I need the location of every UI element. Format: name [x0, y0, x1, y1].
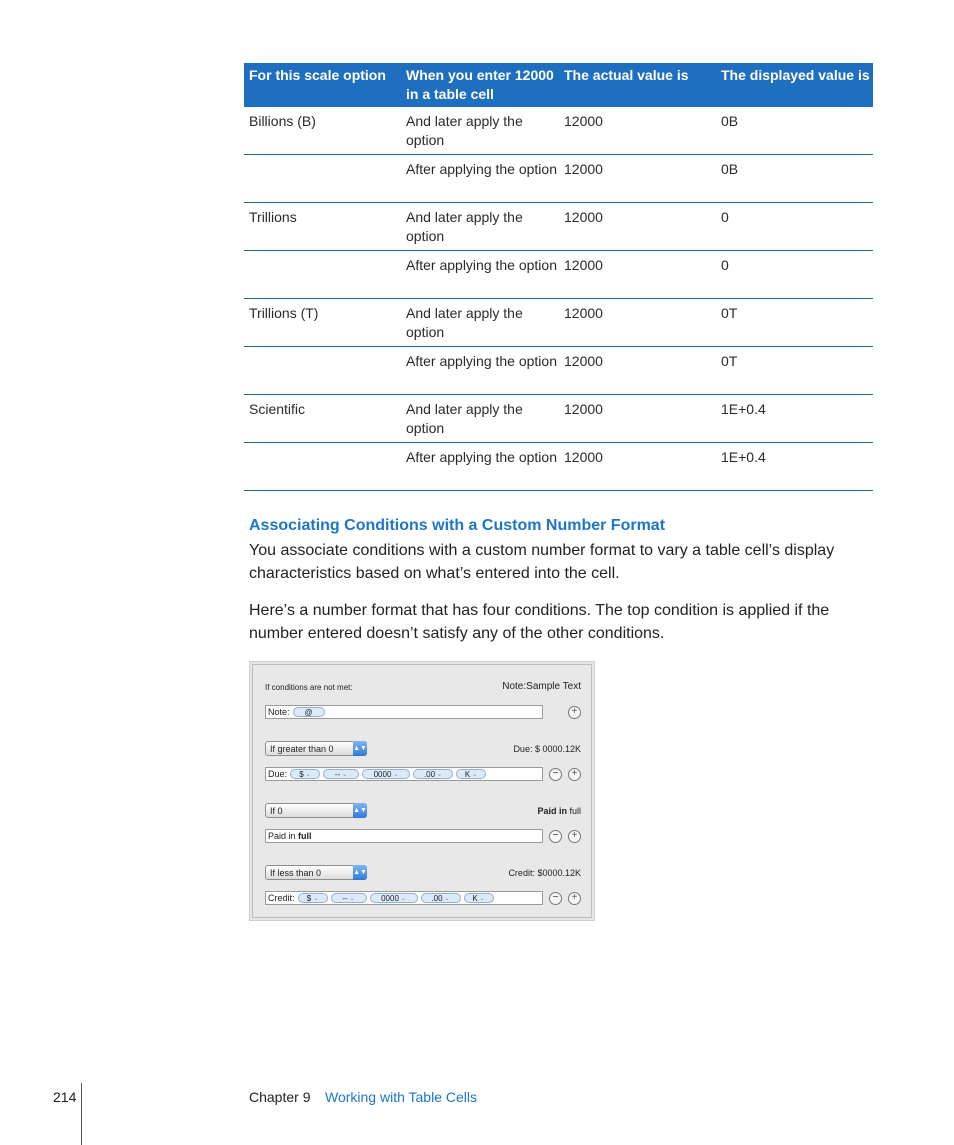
table-cell: Trillions (T) [249, 305, 319, 321]
decimals-token[interactable] [421, 893, 461, 903]
token-label: K [464, 769, 471, 779]
token-label: .00 [431, 893, 443, 903]
due-field-label: Due: [268, 769, 288, 779]
table-cell: 12000 [564, 209, 603, 225]
table-cell: 12000 [564, 305, 603, 321]
table-cell: Billions (B) [249, 113, 316, 129]
table-cell: After applying the option [406, 353, 557, 369]
table-cell: And later apply the option [406, 401, 523, 436]
field-plain-text: Paid in [268, 831, 296, 841]
footer-divider [81, 1083, 82, 1145]
table-cell: After applying the option [406, 449, 557, 465]
chapter-title-link[interactable]: Working with Table Cells [325, 1089, 477, 1105]
currency-token[interactable] [298, 893, 328, 903]
condition-preview-due: Due: $ 0000.12K [513, 744, 581, 754]
table-row [244, 443, 873, 491]
token-label: 0000 [381, 893, 399, 903]
table-row [244, 299, 873, 347]
chevron-down-icon: ⌄ [444, 895, 450, 902]
table-cell: 0B [721, 113, 739, 129]
token-label: K [472, 893, 478, 903]
condition-popup-greater-than[interactable] [265, 741, 367, 756]
add-condition-button[interactable]: + [568, 892, 581, 905]
table-cell: Scientific [249, 401, 306, 417]
remove-condition-button[interactable]: − [549, 830, 562, 843]
token-label: -- [342, 893, 348, 903]
chevron-down-icon: ⌄ [393, 771, 399, 778]
table-cell: 0T [721, 353, 738, 369]
note-field-label: Note: [268, 707, 290, 717]
table-cell: And later apply the option [406, 209, 523, 244]
table-cell: 0 [721, 257, 729, 273]
table-cell [244, 256, 401, 298]
paid-format-field[interactable] [265, 829, 543, 843]
table-header-cell: For this scale option [249, 67, 386, 83]
table-cell: After applying the option [406, 257, 557, 273]
note-format-field[interactable] [265, 705, 543, 719]
condition-popup-label: If greater than 0 [270, 743, 334, 754]
table-cell: Trillions [249, 209, 297, 225]
table-row [244, 203, 873, 251]
popup-stepper-icon: ▲▼ [353, 741, 367, 756]
table-cell [244, 352, 401, 394]
table-cell: 0T [721, 305, 738, 321]
table-row [244, 251, 873, 299]
table-row [244, 107, 873, 155]
token-label: @ [304, 707, 313, 717]
condition-popup-label: If less than 0 [270, 867, 322, 878]
table-cell: 12000 [564, 113, 603, 129]
table-cell: 12000 [564, 449, 603, 465]
text-token[interactable] [293, 707, 325, 717]
token-label: $ [299, 769, 304, 779]
scale-options-table [244, 63, 873, 491]
table-cell: 1E+0.4 [721, 401, 766, 417]
popup-stepper-icon: ▲▼ [353, 865, 367, 880]
condition-preview-credit: Credit: $0000.12K [508, 868, 581, 878]
remove-condition-button[interactable]: − [549, 892, 562, 905]
table-header-row [244, 63, 873, 107]
condition-preview-paid [537, 806, 581, 816]
chevron-down-icon: ⌄ [437, 771, 443, 778]
table-cell: After applying the option [406, 161, 557, 177]
integers-token[interactable] [362, 769, 410, 779]
condition-popup-label: If 0 [270, 805, 283, 816]
chevron-down-icon: ⌄ [472, 771, 478, 778]
chapter-label: Chapter 9 [249, 1089, 311, 1105]
table-row [244, 155, 873, 203]
field-text [268, 831, 312, 841]
chevron-down-icon: ⌄ [349, 895, 355, 902]
token-label: -- [334, 769, 341, 779]
chevron-down-icon: ⌄ [342, 771, 348, 778]
integers-token[interactable] [370, 893, 418, 903]
chevron-down-icon: ⌄ [313, 895, 319, 902]
table-cell: And later apply the option [406, 113, 523, 148]
credit-field-label: Credit: [268, 893, 295, 903]
table-cell: 0B [721, 161, 739, 177]
chevron-down-icon: ⌄ [479, 895, 485, 902]
remove-condition-button[interactable]: − [549, 768, 562, 781]
popup-stepper-icon: ▲▼ [353, 803, 367, 818]
token-label: $ [306, 893, 312, 903]
chevron-down-icon: ⌄ [305, 771, 311, 778]
table-cell: 0 [721, 209, 729, 225]
add-condition-button[interactable]: + [568, 830, 581, 843]
table-header-cell: The displayed value is [721, 67, 870, 83]
condition-popup-equals[interactable] [265, 803, 367, 818]
paragraph-conditions: Here’s a number format that has four conditions. The top condition is applied if the number entered doesn’t satisfy any of the other conditions. [249, 602, 830, 642]
scale-token[interactable] [456, 769, 486, 779]
chevron-down-icon: ⌄ [400, 895, 406, 902]
add-condition-button[interactable]: + [568, 706, 581, 719]
token-label: .00 [423, 769, 436, 779]
page-number: 214 [53, 1089, 77, 1105]
table-cell: 12000 [564, 161, 603, 177]
currency-token[interactable] [290, 769, 320, 779]
table-cell: And later apply the option [406, 305, 523, 340]
separator-token[interactable] [323, 769, 359, 779]
separator-token[interactable] [331, 893, 367, 903]
add-condition-button[interactable]: + [568, 768, 581, 781]
field-bold-text: full [295, 831, 312, 841]
scale-token[interactable] [464, 893, 494, 903]
table-cell [244, 160, 401, 202]
table-cell: 1E+0.4 [721, 449, 766, 465]
table-header-cell: The actual value is [564, 67, 689, 83]
table-cell [244, 448, 401, 490]
token-label: 0000 [373, 769, 392, 779]
table-row [244, 395, 873, 443]
table-cell: 12000 [564, 257, 603, 273]
credit-format-field[interactable] [265, 891, 543, 905]
table-row [244, 347, 873, 395]
table-header-cell: When you enter 12000 in a table cell [406, 67, 554, 102]
section-heading: Associating Conditions with a Custom Number Format [249, 517, 666, 534]
default-condition-preview: Note:Sample Text [502, 681, 581, 692]
preview-text: full [566, 806, 581, 816]
table-cell: 12000 [564, 401, 603, 417]
default-condition-label: If conditions are not met: [265, 683, 353, 692]
paragraph-intro: You associate conditions with a custom number format to vary a table cell’s display characteristics based on what’s entered into the cell. [249, 542, 835, 582]
decimals-token[interactable] [413, 769, 453, 779]
condition-popup-less-than[interactable] [265, 865, 367, 880]
due-format-field[interactable] [265, 767, 543, 781]
number-format-conditions-panel [249, 661, 595, 921]
preview-bold-text: Paid in [537, 806, 567, 816]
panel-inner [252, 664, 592, 918]
table-cell: 12000 [564, 353, 603, 369]
